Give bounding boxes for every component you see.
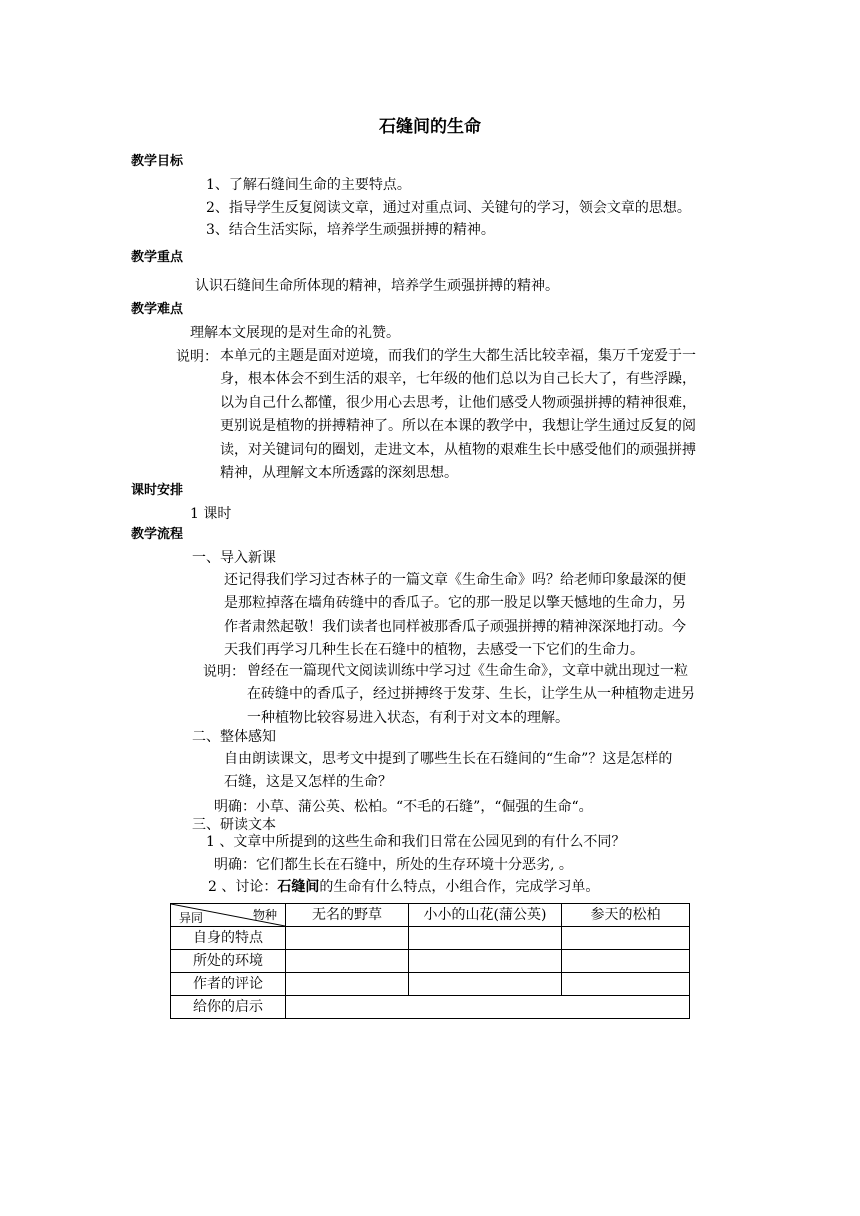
section-2-answer: 明确：小草、蒲公英、松柏。“不毛的石缝”，“倔强的生命“。 [214, 799, 593, 815]
note-line: 本单元的主题是面对逆境，而我们的学生大都生活比较幸福，集万千宠爱于一 [220, 348, 696, 364]
table-cell[interactable] [562, 927, 690, 950]
body-line: 石缝，这是又怎样的生命？ [224, 774, 392, 791]
difficulties-note [220, 345, 732, 485]
goal-item: 1、了解石缝间生命的主要特点。 [206, 177, 411, 193]
table-row [171, 950, 690, 973]
note-line: 读，对关键词句的圈划，走进文本，从植物的艰难生长中感受他们的顽强拼搏 [220, 441, 696, 458]
note-line: 一种植物比较容易进入状态，有利于对文本的理解。 [247, 709, 569, 726]
note-line: 曾经在一篇现代文阅读训练中学习过《生命生命》，文章中就出现过一粒 [247, 663, 688, 679]
table-row-label: 自身的特点 [171, 927, 286, 950]
goal-item: 2、指导学生反复阅读文章，通过对重点词、关键句的学习，领会文章的思想。 [206, 200, 691, 216]
key-points-heading: 教学重点 [131, 250, 184, 265]
goals-heading: 教学目标 [131, 154, 184, 169]
difficulties-text: 理解本文展现的是对生命的礼赞。 [190, 325, 400, 341]
table-row [171, 996, 690, 1019]
table-row-label: 给你的启示 [171, 996, 286, 1019]
difficulties-heading: 教学难点 [131, 302, 184, 317]
section-3-answer: 明确：它们都生长在石缝中，所处的生存环境十分恶劣, 。 [214, 857, 573, 873]
corner-right-label: 物种 [252, 908, 277, 922]
body-line: 作者肃然起敬！我们读者也同样被那香瓜子顽强拼搏的精神深深地打动。今 [224, 618, 686, 635]
table-row [171, 927, 690, 950]
note-line: 在砖缝中的香瓜子，经过拼搏终于发芽、生长，让学生从一种植物走进另 [247, 686, 695, 703]
note-line: 更别说是植物的拼搏精神了。所以在本课的教学中，我想让学生通过反复的阅 [220, 418, 696, 435]
table-cell[interactable] [562, 973, 690, 996]
key-points-text: 认识石缝间生命所体现的精神，培养学生顽强拼搏的精神。 [195, 278, 559, 294]
corner-left-label: 异同 [179, 911, 204, 925]
section-3-discussion [208, 877, 599, 897]
table-cell[interactable] [286, 927, 409, 950]
section-1-body [224, 569, 732, 663]
table-cell[interactable] [409, 973, 562, 996]
section-title: 二、整体感知 [192, 729, 276, 745]
section-3-question: 1 、文章中所提到的这些生命和我们日常在公园见到的有什么不同？ [206, 834, 626, 850]
process-heading: 教学流程 [131, 527, 184, 542]
table-column-header: 小小的山花(蒲公英) [409, 904, 562, 927]
table-cell[interactable] [286, 973, 409, 996]
note-label: 说明： [176, 349, 218, 365]
schedule-text: 1 课时 [190, 506, 232, 522]
table-cell[interactable] [286, 950, 409, 973]
table-cell[interactable] [562, 950, 690, 973]
table-cell[interactable] [409, 950, 562, 973]
discussion-keyword: 石缝间 [277, 879, 320, 895]
table-row-label: 所处的环境 [171, 950, 286, 973]
table-column-header: 参天的松柏 [562, 904, 690, 927]
goal-item: 3、结合生活实际，培养学生顽强拼搏的精神。 [206, 222, 495, 238]
table-cell[interactable] [409, 927, 562, 950]
table-row-label: 作者的评论 [171, 973, 286, 996]
section-title: 一、导入新课 [192, 550, 276, 566]
section-title: 三、研读文本 [192, 817, 276, 833]
body-line: 自由朗读课文，思考文中提到了哪些生长在石缝间的“生命”？这是怎样的 [224, 751, 673, 767]
discussion-suffix: 的生命有什么特点，小组合作，完成学习单。 [319, 879, 600, 895]
table-header-row [171, 904, 690, 927]
section-1-note [247, 660, 732, 730]
schedule-heading: 课时安排 [131, 483, 184, 498]
table-row [171, 973, 690, 996]
note-line: 身，根本体会不到生活的艰辛，七年级的他们总以为自己长大了，有些浮躁， [220, 371, 696, 388]
note-line: 精神，从理解文本所透露的深刻思想。 [220, 465, 458, 482]
table-corner-cell [171, 904, 286, 927]
section-2-body [224, 748, 732, 795]
body-line: 天我们再学习几种生长在石缝中的植物，去感受一下它们的生命力。 [224, 642, 644, 659]
page-title: 石缝间的生命 [379, 117, 481, 137]
body-line: 是那粒掉落在墙角砖缝中的香瓜子。它的那一股足以擎天憾地的生命力，另 [224, 595, 686, 612]
note-label: 说明： [203, 664, 245, 680]
body-line: 还记得我们学习过杏林子的一篇文章《生命生命》吗？给老师印象最深的便 [224, 572, 686, 588]
table-column-header: 无名的野草 [286, 904, 409, 927]
discussion-prefix: 2 、讨论： [208, 879, 278, 895]
table-cell[interactable] [286, 996, 690, 1019]
note-line: 以为自己什么都懂，很少用心去思考，让他们感受人物顽强拼搏的精神很难， [220, 394, 696, 411]
worksheet-table [170, 903, 690, 1019]
